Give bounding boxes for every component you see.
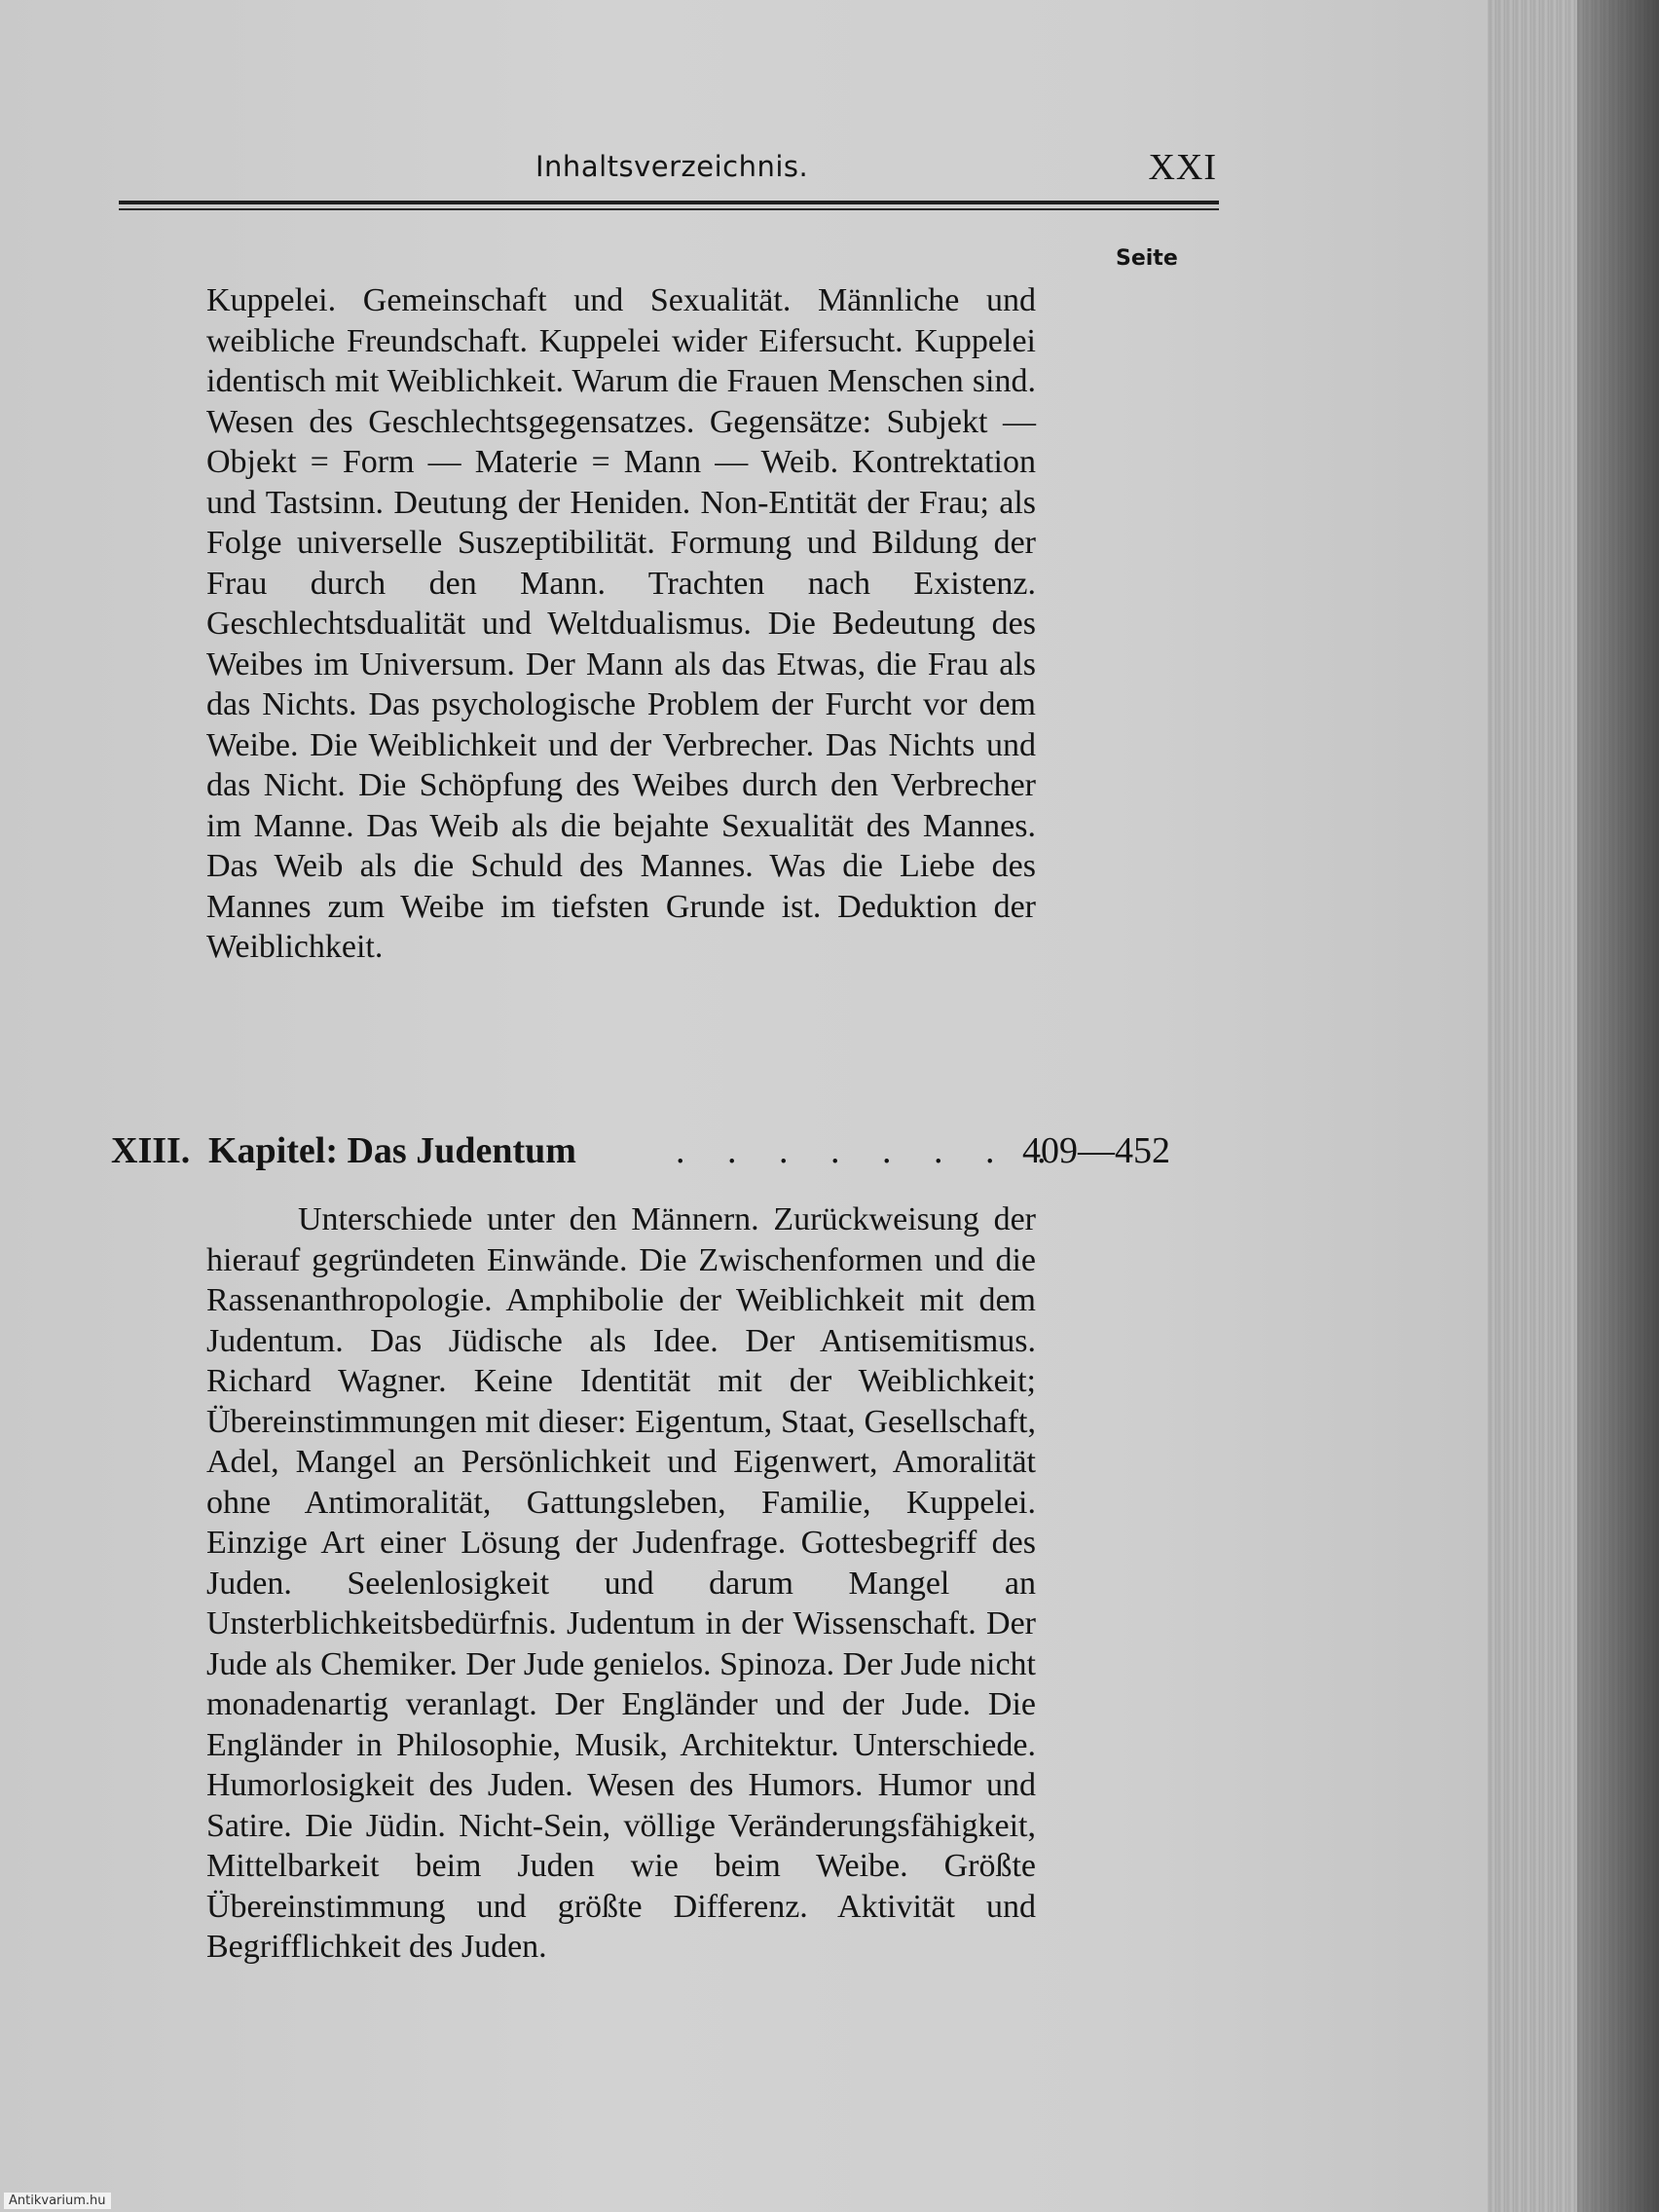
chapter-xii-summary: Kuppelei. Gemeinschaft und Sexualität. Männliche und weibliche Freundschaft. Kuppelei wider Eifersucht. Kuppelei identisch mit Weiblichkeit. Warum die Frauen Menschen sind. Wesen des Geschlechtsgegensatzes. Gegensätze: Subjekt — Objekt = Form — Materie = Mann — Weib. Kontrektation und Tastsinn. Deutung der Heniden. Non-Entität der Frau; als Folge universelle Suszeptibilität. Formung und Bildung der Frau durch den Mann. Trachten nach Existenz. Geschlechtsdualität und Weltdualismus. Die Bedeutung des Weibes im Universum. Der Mann als das Etwas, die Frau als das Nichts. Das psychologische Problem der Furcht vor dem Weibe. Die Weiblichkeit und der Verbrecher. Das Nichts und das Nicht. Die Schöpfung des Weibes durch den Verbrecher im Manne. Das Weib als die bejahte Sexualität des Mannes. Das Weib als die Schuld des Mannes. Was die Liebe des Mannes zum Weibe im tiefsten Grunde ist. Deduktion der Weiblichkeit. — [206, 282, 1036, 965]
watermark: Antikvarium.hu — [4, 2193, 111, 2209]
chapter-number: XIII. — [111, 1130, 191, 1171]
chapter-xiii-heading — [111, 1129, 1221, 1178]
chapter-title: Kapitel: Das Judentum — [208, 1130, 576, 1171]
chapter-page-range: 409—452 — [1022, 1130, 1170, 1171]
header-rule-thin — [119, 208, 1219, 210]
page-edge-shadow — [1577, 0, 1659, 2212]
leader-dots: . . . . . . . . — [676, 1130, 1063, 1171]
seite-column-label: Seite — [1116, 246, 1178, 271]
header-rule-thick — [119, 201, 1219, 204]
running-head — [117, 146, 1217, 195]
chapter-xiii-summary: Unterschiede unter den Männern. Zurückweisung der hierauf gegründeten Einwände. Die Zwischenformen und die Rassenanthropologie. Amphibolie der Weiblichkeit mit dem Judentum. Das Jüdische als Idee. Der Antisemitismus. Richard Wagner. Keine Identität mit der Weiblichkeit; Übereinstimmungen mit dieser: Eigentum, Staat, Gesellschaft, Adel, Mangel an Persönlichkeit und Eigenwert, Amoralität ohne Antimoralität, Gattungsleben, Familie, Kuppelei. Einzige Art einer Lösung der Judenfrage. Gottesbegriff des Juden. Seelenlosigkeit und darum Mangel an Unsterblichkeitsbedürfnis. Judentum in der Wissenschaft. Der Jude als Chemiker. Der Jude genielos. Spinoza. Der Jude nicht monadenartig veranlagt. Der Engländer und der Jude. Die Engländer in Philosophie, Musik, Architektur. Unterschiede. Humorlosigkeit des Juden. Wesen des Humors. Humor und Satire. Die Jüdin. Nicht-Sein, völlige Veränderungsfähigkeit, Mittelbarkeit beim Juden wie beim Weibe. Größte Übereinstimmung und größte Differenz. Aktivität und Begrifflichkeit des Juden. — [206, 1201, 1036, 1965]
running-head-title: Inhaltsverzeichnis. — [535, 150, 809, 183]
page-number: XXI — [1148, 147, 1217, 188]
